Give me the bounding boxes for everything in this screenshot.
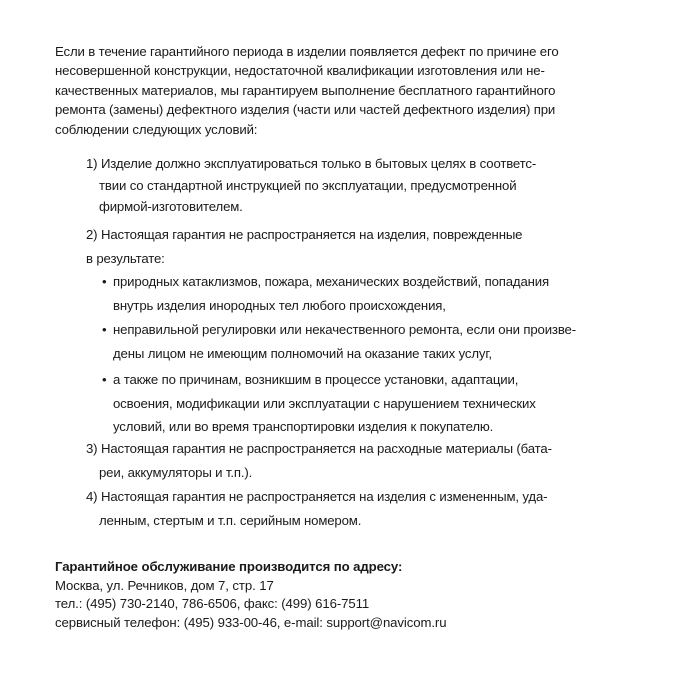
service-heading: Гарантийное обслуживание производится по адресу: xyxy=(55,559,403,574)
condition-line: твии со стандартной инструкцией по эксплуатации, предусмотренной xyxy=(99,177,517,193)
condition-line: 1) Изделие должно эксплуатироваться только в бытовых целях в соответс- xyxy=(86,156,537,171)
intro-line: Если в течение гарантийного периода в изделии появляется дефект по причине его xyxy=(55,44,559,59)
condition-line: 2) Настоящая гарантия не распространяется на изделия, поврежденные xyxy=(86,227,523,242)
bullet-item-3 xyxy=(102,368,622,439)
service-address: Москва, ул. Речников, дом 7, стр. 17 xyxy=(55,577,274,593)
bullet-line: неправильной регулировки или некачественного ремонта, если они произве- xyxy=(113,322,576,337)
condition-line: фирмой-изготовителем. xyxy=(99,199,243,214)
intro-paragraph xyxy=(55,42,615,139)
intro-line: соблюдении следующих условий: xyxy=(55,121,258,137)
bullet-marker: • xyxy=(102,372,107,387)
intro-line: качественных материалов, мы гарантируем выполнение бесплатного гарантийного xyxy=(55,82,556,98)
bullet-marker: • xyxy=(102,274,107,289)
condition-item-3 xyxy=(86,438,626,483)
bullet-line: дены лицом не имеющим полномочий на оказание таких услуг, xyxy=(113,345,492,361)
condition-line: ленным, стертым и т.п. серийным номером. xyxy=(99,512,362,528)
bullet-line: природных катаклизмов, пожара, механических воздействий, попадания xyxy=(113,274,550,289)
bullet-marker: • xyxy=(102,322,107,337)
condition-line: 4) Настоящая гарантия не распространяется на изделия с измененным, уда- xyxy=(86,489,548,504)
intro-line: ремонта (замены) дефектного изделия (части или частей дефектного изделия) при xyxy=(55,102,556,118)
bullet-line: освоения, модификации или эксплуатации с нарушением технических xyxy=(113,395,536,411)
service-contact-line: сервисный телефон: (495) 933-00-46, e-mail: support@navicom.ru xyxy=(55,614,447,630)
condition-item-4 xyxy=(86,486,626,531)
bullet-line: а также по причинам, возникшим в процессе установки, адаптации, xyxy=(113,372,519,387)
condition-item-2 xyxy=(86,224,626,269)
bullet-line: внутрь изделия инородных тел любого происхождения, xyxy=(113,297,446,313)
condition-line: 3) Настоящая гарантия не распространяется на расходные материалы (бата- xyxy=(86,441,552,456)
condition-item-1 xyxy=(86,153,626,218)
condition-line: в результате: xyxy=(86,250,165,266)
intro-line: несовершенной конструкции, недостаточной квалификации изготовления или не- xyxy=(55,63,545,79)
bullet-line: условий, или во время транспортировки изделия к покупателю. xyxy=(113,419,494,434)
bullet-item-2 xyxy=(102,318,622,365)
service-info xyxy=(55,558,635,632)
bullet-item-1 xyxy=(102,270,622,317)
service-phones: тел.: (495) 730-2140, 786-6506, факс: (499) 616-7511 xyxy=(55,596,370,611)
condition-line: реи, аккумуляторы и т.п.). xyxy=(99,464,253,480)
